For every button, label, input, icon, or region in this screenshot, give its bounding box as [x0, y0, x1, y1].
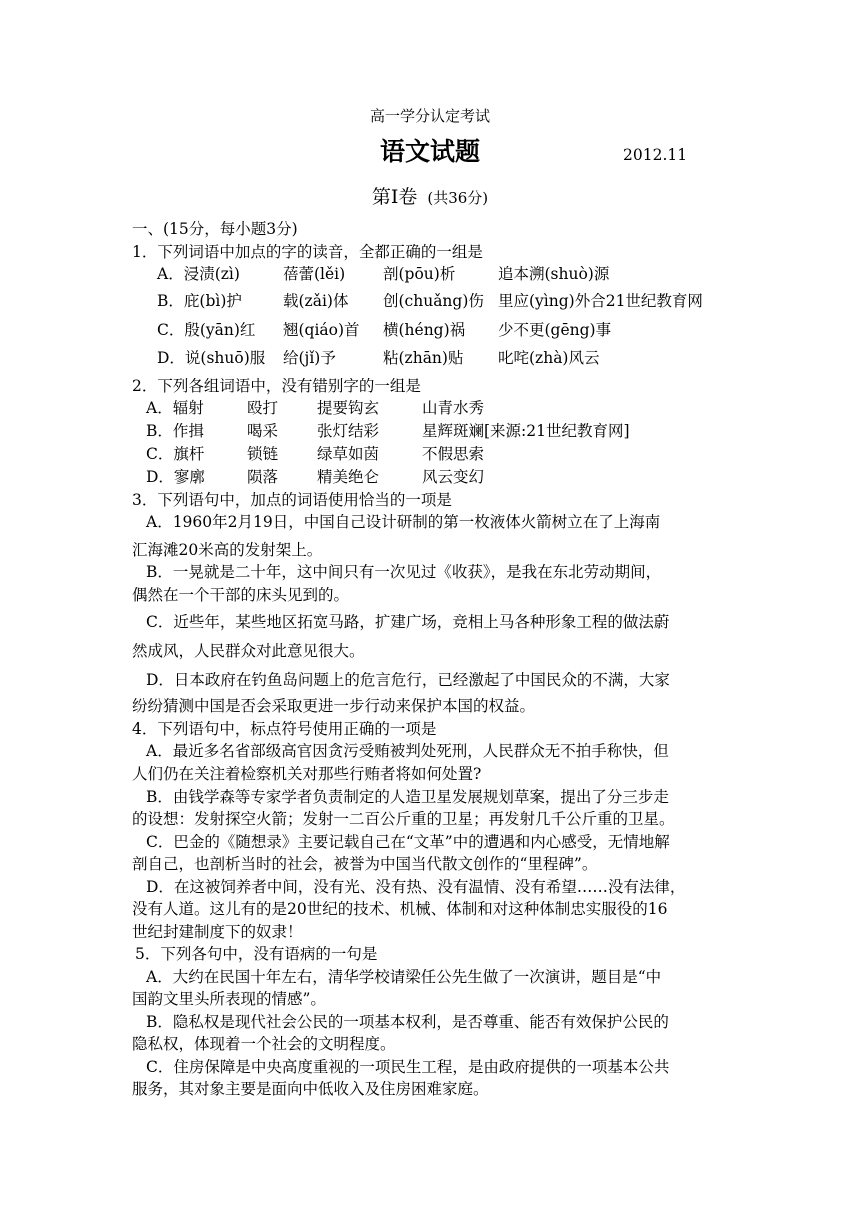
q1-d-word-3: 粘(zhān)贴: [383, 349, 464, 367]
q1-option-d: [157, 348, 600, 368]
q2-option-c: [146, 444, 484, 464]
q2-option-a: [146, 398, 484, 418]
q2-d-word-3: 精美绝仑: [317, 468, 380, 486]
q1-b-word-3: 创(chuǎng)伤: [383, 292, 484, 310]
q4-line: A．最近多名省部级高官因贪污受贿被判处死刑，人民群众无不拍手称快，但: [146, 742, 669, 760]
q5-line: B．隐私权是现代社会公民的一项基本权利，是否尊重、能否有效保护公民的: [146, 1013, 669, 1031]
q1-d-word-2: 给(jǐ)予: [283, 349, 336, 367]
q2-b-word-2: 喝采: [247, 422, 279, 440]
q2-b-word-3: 张灯结彩: [317, 422, 380, 440]
q2-a-word-4: 山青水秀: [422, 399, 485, 417]
q1-option-b: [157, 291, 703, 311]
q1-b-word-1: B．庇(bì)护: [157, 292, 242, 310]
volume-points: (共36分): [427, 189, 489, 207]
question-1-stem: 1．下列词语中加点的字的读音，全都正确的一组是: [132, 243, 483, 261]
question-4-stem: 4．下列语句中，标点符号使用正确的一项是: [132, 720, 437, 738]
q2-d-word-4: 风云变幻: [422, 468, 485, 486]
q3-line: 汇海滩20米高的发射架上。: [132, 541, 323, 559]
volume-heading: [0, 184, 860, 211]
page-title: 语文试题: [379, 137, 480, 166]
question-3-stem: 3．下列语句中，加点的词语使用恰当的一项是: [132, 491, 452, 509]
q1-c-word-1: C．殷(yān)红: [157, 321, 256, 339]
q5-line: 服务，其对象主要是面向中低收入及住房困难家庭。: [132, 1080, 489, 1098]
question-5-stem: 5．下列各句中，没有语病的一句是: [135, 945, 378, 963]
exam-name: 高一学分认定考试: [369, 107, 490, 125]
q2-d-word-2: 陨落: [247, 468, 279, 486]
q4-line: C．巴金的《随想录》主要记载自己在“文革”中的遭遇和内心感受，无情地解: [146, 833, 670, 851]
q2-c-word-2: 锁链: [247, 445, 279, 463]
q1-c-word-2: 翘(qiáo)首: [283, 321, 360, 339]
q1-b-word-4: 里应(yìng)外合21世纪教育网: [498, 292, 703, 310]
q1-a-word-1: A．浸渍(zì): [157, 265, 240, 283]
q1-d-word-4: 叱咤(zhà)风云: [498, 349, 600, 367]
q3-line: B．一晃就是二十年，这中间只有一次见过《收获》，是我在东北劳动期间，: [146, 563, 662, 581]
q2-option-d: [146, 467, 484, 487]
q2-a-word-2: 殴打: [247, 399, 279, 417]
q1-option-a: [157, 264, 609, 284]
q4-line: 世纪封建制度下的奴隶！: [132, 923, 303, 941]
q1-a-word-2: 蓓蕾(lěi): [283, 265, 346, 283]
q4-line: 剖自己，也剖析当时的社会，被誉为中国当代散文创作的“里程碑”。: [132, 855, 598, 873]
q2-option-b: [146, 421, 630, 441]
q2-c-word-1: C．旗杆: [146, 445, 205, 463]
q1-c-word-4: 少不更(gēng)事: [498, 321, 612, 339]
q5-line: 隐私权，体现着一个社会的文明程度。: [132, 1035, 396, 1053]
question-2-stem: 2．下列各组词语中，没有错别字的一组是: [132, 377, 421, 395]
q3-line: 偶然在一个干部的床头见到的。: [132, 586, 350, 604]
q2-b-word-1: B．作揖: [146, 422, 204, 440]
volume-label: 第Ⅰ卷: [371, 186, 418, 208]
q4-line: 的设想：发射探空火箭；发射一二百公斤重的卫星；再发射几千公斤重的卫星。: [132, 810, 675, 828]
q1-d-word-1: D．说(shuō)服: [157, 349, 266, 367]
q2-c-word-4: 不假思索: [422, 445, 485, 463]
q1-c-word-3: 横(héng)祸: [383, 321, 466, 339]
q5-line: A．大约在民国十年左右，清华学校请梁任公先生做了一次演讲，题目是“中: [146, 968, 662, 986]
q4-line: 没有人道。这儿有的是20世纪的技术、机械、体制和对这种体制忠实服役的16: [132, 900, 668, 918]
q2-a-word-3: 提要钩玄: [317, 399, 380, 417]
q3-line: 纷纷猜测中国是否会采取更进一步行动来保护本国的权益。: [132, 697, 536, 715]
q2-c-word-3: 绿草如茵: [317, 445, 380, 463]
q1-a-word-3: 剖(pōu)析: [383, 265, 456, 283]
exam-date: 2012.11: [623, 146, 688, 164]
q1-a-word-4: 追本溯(shuò)源: [498, 265, 610, 283]
q4-line: 人们仍在关注着检察机关对那些行贿者将如何处置?: [132, 765, 482, 783]
q5-line: C．住房保障是中央高度重视的一项民生工程，是由政府提供的一项基本公共: [146, 1058, 670, 1076]
q5-line: 国韵文里头所表现的情感”。: [132, 990, 326, 1008]
q2-b-word-4: 星辉斑斓[来源:21世纪教育网]: [422, 422, 630, 440]
q2-a-word-1: A．辐射: [146, 399, 204, 417]
q3-line: C．近些年，某些地区拓宽马路，扩建广场，竞相上马各种形象工程的做法蔚: [146, 613, 670, 631]
q4-line: D．在这被饲养者中间，没有光、没有热、没有温情、没有希望……没有法律，: [146, 878, 686, 896]
q3-line: A．1960年2月19日，中国自己设计研制的第一枚液体火箭树立在了上海南: [146, 513, 661, 531]
q4-line: B．由钱学森等专家学者负责制定的人造卫星发展规划草案，提出了分三步走: [146, 788, 669, 806]
q1-option-c: [157, 320, 611, 340]
q1-b-word-2: 载(zǎi)体: [283, 292, 349, 310]
q3-line: D．日本政府在钓鱼岛问题上的危言危行，已经激起了中国民众的不满，大家: [146, 671, 670, 689]
q3-line: 然成风，人民群众对此意见很大。: [132, 642, 365, 660]
section-heading: 一、(15分，每小题3分): [132, 220, 298, 238]
q2-d-word-1: D．寥廓: [146, 468, 205, 486]
